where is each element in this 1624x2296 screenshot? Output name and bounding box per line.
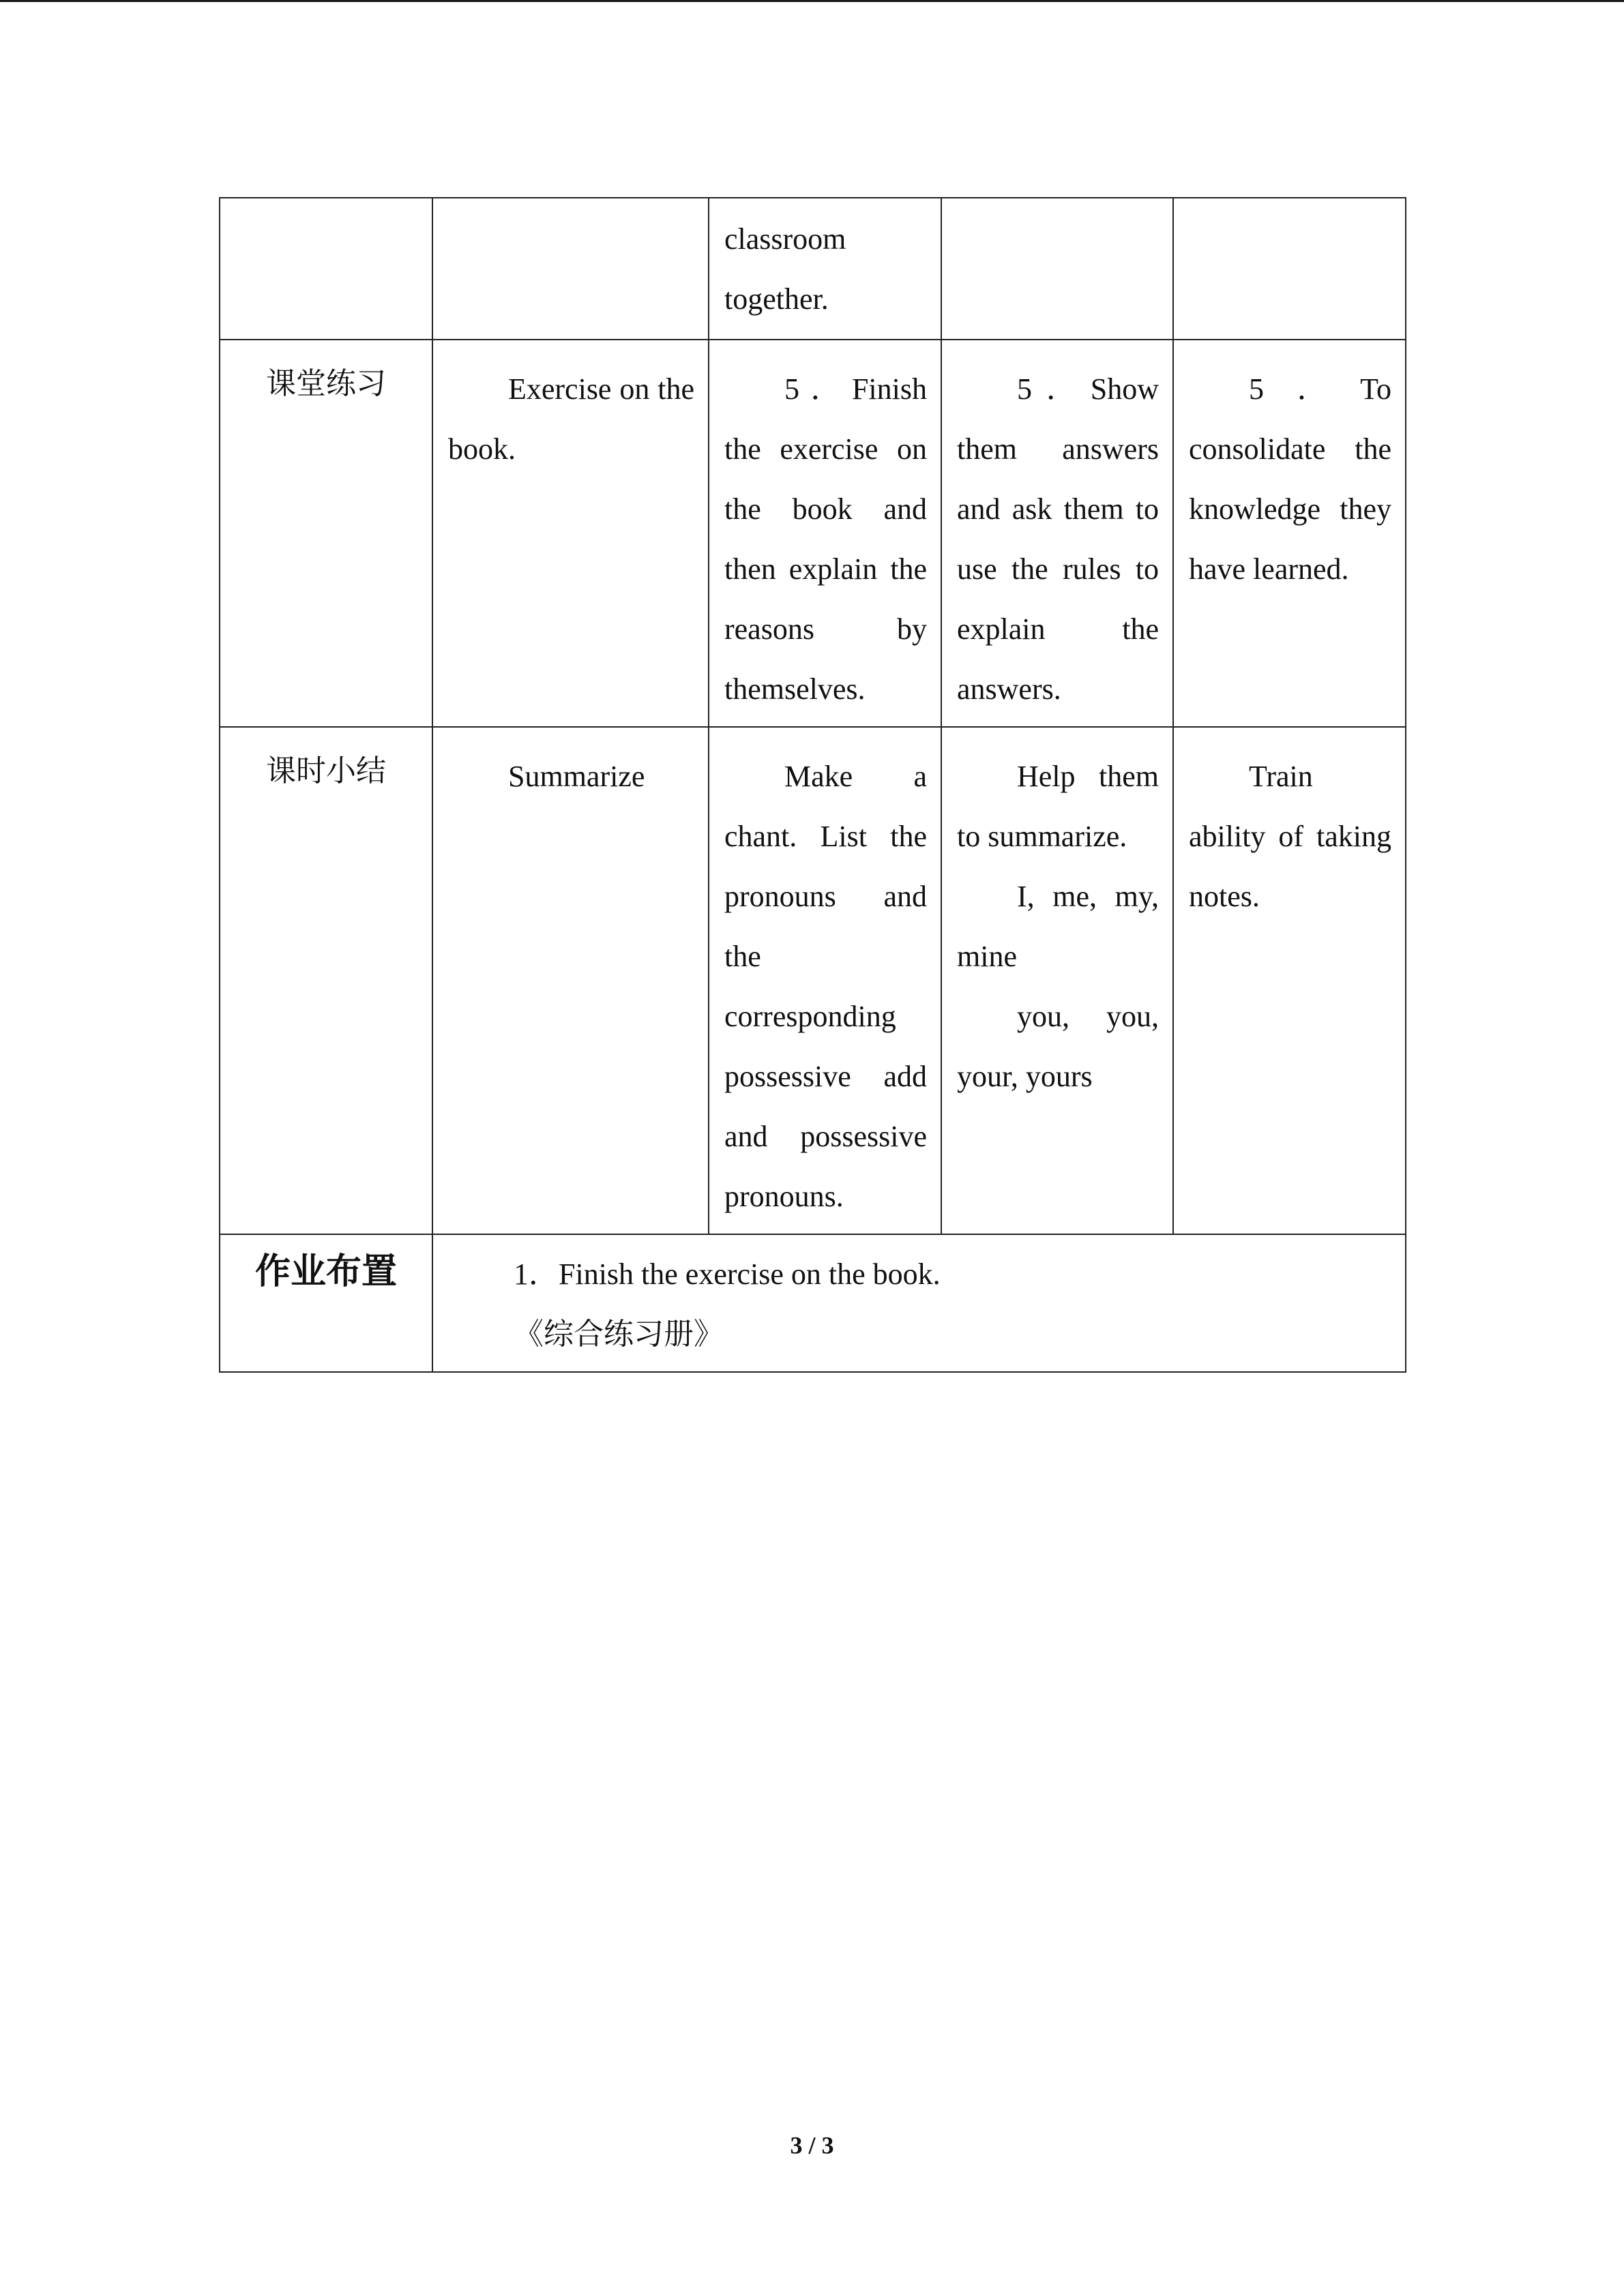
- homework-line-1: 1．Finish the exercise on the book.: [514, 1257, 941, 1291]
- lesson-plan-table: [219, 197, 1406, 1373]
- stage-cell: [220, 198, 432, 340]
- teacher-activity-cell-exercise: [941, 340, 1173, 727]
- table-row-homework: [220, 1234, 1406, 1372]
- student-activity-text: 5．Finish the exercise on the book and then explain the reasons by themselves.: [724, 372, 927, 706]
- student-activity-cell-summary: [709, 727, 941, 1234]
- top-border-line: [0, 0, 1624, 2]
- teacher-activity-pronouns-1: I, me, my, mine: [957, 880, 1159, 973]
- purpose-cell: [1173, 198, 1406, 340]
- homework-cell: [432, 1234, 1406, 1372]
- purpose-cell-summary: [1173, 727, 1406, 1234]
- content-cell: [432, 198, 709, 340]
- stage-cell-summary: 课时小结: [220, 727, 432, 1234]
- teacher-activity-text: 5．Show them answers and ask them to use the rules to explain the answers.: [957, 372, 1159, 706]
- stage-cell-exercise: 课堂练习: [220, 340, 432, 727]
- student-activity-cell: [709, 198, 941, 340]
- teacher-activity-cell-summary: [941, 727, 1173, 1234]
- table-row-exercise: [220, 340, 1406, 727]
- content-text: Exercise on the book.: [448, 372, 694, 466]
- content-text: Summarize: [508, 760, 645, 793]
- content-cell-summary: [432, 727, 709, 1234]
- purpose-cell-exercise: [1173, 340, 1406, 727]
- purpose-text: 5．To consolidate the knowledge they have learned.: [1189, 372, 1391, 586]
- teacher-activity-cell: [941, 198, 1173, 340]
- stage-cell-homework: 作业布置: [220, 1234, 432, 1372]
- purpose-text: Train ability of taking notes.: [1189, 760, 1391, 913]
- content-cell-exercise: [432, 340, 709, 727]
- homework-line-2: 《综合练习册》: [514, 1317, 724, 1351]
- table-row-continued: [220, 198, 1406, 340]
- table-row-summary: [220, 727, 1406, 1234]
- teacher-activity-pronouns-2: you, you, your, yours: [957, 1000, 1159, 1093]
- page-number: 3 / 3: [790, 2132, 834, 2159]
- student-activity-cell-exercise: [709, 340, 941, 727]
- teacher-activity-intro: Help them to summarize.: [957, 760, 1159, 853]
- student-activity-text: classroom together.: [724, 222, 846, 316]
- student-activity-text: Make a chant. List the pronouns and the corresponding possessive add and possessive pronouns.: [724, 760, 927, 1213]
